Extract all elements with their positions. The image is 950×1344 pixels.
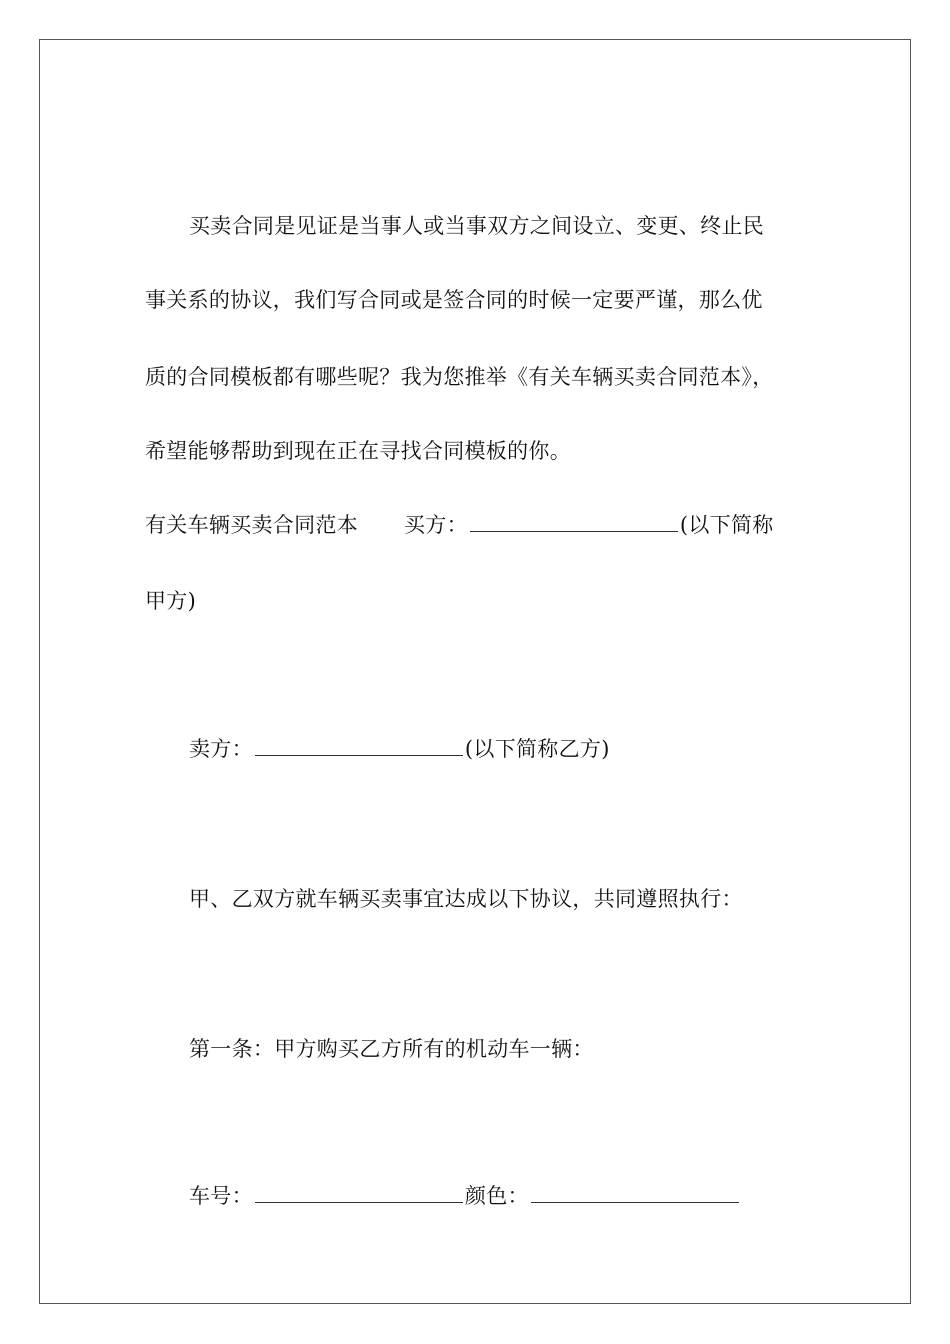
buyer-suffix-cont: 甲方) bbox=[145, 589, 197, 613]
intro-line-4: 希望能够帮助到现在正在寻找合同模板的你。 bbox=[145, 439, 571, 463]
plate-blank[interactable] bbox=[255, 1201, 463, 1203]
plate-label: 车号： bbox=[189, 1184, 253, 1208]
color-label: 颜色： bbox=[464, 1184, 529, 1208]
seller-label: 卖方： bbox=[189, 737, 253, 761]
buyer-blank[interactable] bbox=[470, 530, 678, 532]
seller-suffix: (以下简称乙方) bbox=[464, 737, 610, 761]
color-blank[interactable] bbox=[531, 1201, 739, 1203]
seller-blank[interactable] bbox=[255, 754, 463, 756]
agreement-text: 甲、乙双方就车辆买卖事宜达成以下协议，共同遵照执行： bbox=[189, 887, 743, 911]
intro-line-2: 事关系的协议，我们写合同或是签合同的时候一定要严谨，那么优 bbox=[145, 288, 763, 312]
buyer-suffix: (以下简称 bbox=[679, 513, 774, 537]
intro-line-3: 质的合同模板都有哪些呢？我为您推举《有关车辆买卖合同范本》， bbox=[145, 365, 774, 389]
article-1: 第一条：甲方购买乙方所有的机动车一辆： bbox=[189, 1037, 594, 1061]
plate-color-line bbox=[189, 1183, 741, 1209]
seller-line bbox=[189, 736, 610, 762]
title-buyer-line bbox=[145, 512, 774, 538]
intro-line-1: 买卖合同是见证是当事人或当事双方之间设立、变更、终止民 bbox=[189, 214, 765, 238]
contract-title: 有关车辆买卖合同范本 bbox=[145, 513, 358, 537]
buyer-label: 买方： bbox=[404, 513, 468, 537]
